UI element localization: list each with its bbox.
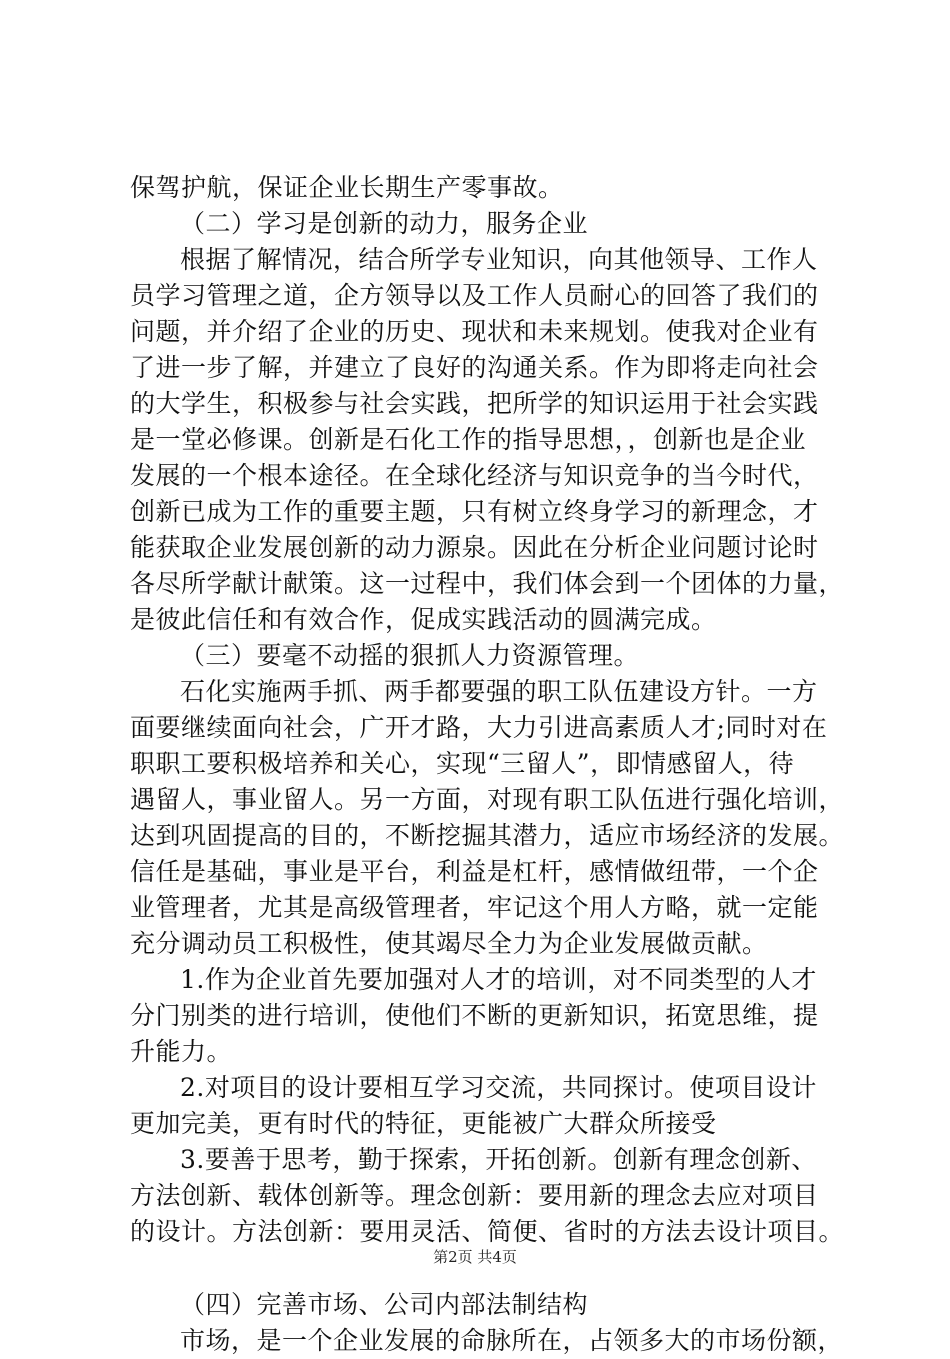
paragraph-line: 的设计。方法创新：要用灵活、简便、省时的方法去设计项目。 (130, 1217, 845, 1246)
paragraph-line: 达到巩固提高的目的，不断挖掘其潜力，适应市场经济的发展。 (130, 821, 845, 850)
list-item-3: 3.要善于思考，勤于探索，开拓创新。创新有理念创新、 (180, 1145, 817, 1174)
paragraph-line: 的大学生，积极参与社会实践，把所学的知识运用于社会实践 (130, 389, 819, 418)
paragraph-line: 面要继续面向社会，广开才路，大力引进高素质人才;同时对在 (130, 713, 828, 742)
paragraph-line: 员学习管理之道，企方领导以及工作人员耐心的回答了我们的 (130, 281, 819, 310)
list-item-2: 2.对项目的设计要相互学习交流，共同探讨。使项目设计 (180, 1073, 817, 1102)
paragraph-line: 创新已成为工作的重要主题，只有树立终身学习的新理念，才 (130, 497, 819, 526)
page-footer: 第2页 共4页 (433, 1248, 517, 1266)
document-body (130, 170, 850, 1359)
paragraph-line: 保驾护航，保证企业长期生产零事故。 (130, 173, 564, 202)
section-heading-3: （三）要毫不动摇的狠抓人力资源管理。 (180, 641, 640, 670)
paragraph-line: 根据了解情况，结合所学专业知识，向其他领导、工作人 (180, 245, 818, 274)
paragraph-line: 能获取企业发展创新的动力源泉。因此在分析企业问题讨论时 (130, 533, 819, 562)
paragraph-line: 充分调动员工积极性，使其竭尽全力为企业发展做贡献。 (130, 929, 768, 958)
paragraph-line: 了进一步了解，并建立了良好的沟通关系。作为即将走向社会 (130, 353, 819, 382)
paragraph-line: 遇留人，事业留人。另一方面，对现有职工队伍进行强化培训， (130, 785, 845, 814)
paragraph-line: 职职工要积极培养和关心，实现“三留人”，即情感留人，待 (130, 749, 795, 778)
paragraph-line: 方法创新、载体创新等。理念创新：要用新的理念去应对项目 (130, 1181, 819, 1210)
paragraph-line: 更加完美，更有时代的特征，更能被广大群众所接受 (130, 1109, 717, 1138)
paragraph-line: 分门别类的进行培训，使他们不断的更新知识，拓宽思维，提 (130, 1001, 819, 1030)
paragraph-line: 市场，是一个企业发展的命脉所在，占领多大的市场份额， (180, 1326, 844, 1355)
paragraph-line: 各尽所学献计献策。这一过程中，我们体会到一个团体的力量， (130, 569, 845, 598)
list-item-1: 1.作为企业首先要加强对人才的培训，对不同类型的人才 (180, 965, 817, 994)
section-heading-4: （四）完善市场、公司内部法制结构 (180, 1290, 589, 1319)
paragraph-line: 发展的一个根本途径。在全球化经济与知识竞争的当今时代， (130, 461, 819, 490)
paragraph-line: 石化实施两手抓、两手都要强的职工队伍建设方针。一方 (180, 677, 818, 706)
paragraph-line: 升能力。 (130, 1037, 233, 1066)
paragraph-line: 是彼此信任和有效合作，促成实践活动的圆满完成。 (130, 605, 717, 634)
paragraph-line: 问题，并介绍了企业的历史、现状和未来规划。使我对企业有 (130, 317, 819, 346)
paragraph-line: 是一堂必修课。创新是石化工作的指导思想，，创新也是企业 (130, 425, 807, 454)
paragraph-line: 信任是基础，事业是平台，利益是杠杆，感情做纽带，一个企 (130, 857, 819, 886)
paragraph-line: 业管理者，尤其是高级管理者，牢记这个用人方略，就一定能 (130, 893, 819, 922)
section-heading-2: （二）学习是创新的动力，服务企业 (180, 209, 589, 238)
